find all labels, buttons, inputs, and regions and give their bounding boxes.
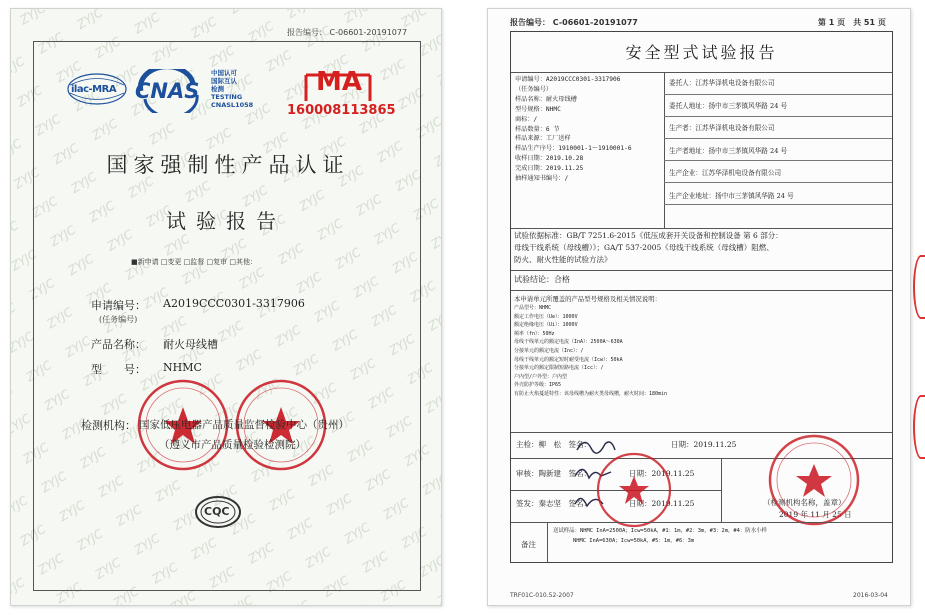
- spec-line: 频率（fn）：50Hz: [514, 330, 555, 337]
- info-line: 申请编号：A2019CCC0301-3317906: [515, 76, 621, 83]
- cma-text: MA: [316, 67, 362, 97]
- chief-inspector: 主检：柳 松 签名：: [516, 440, 591, 449]
- info-line: 样品来源：工厂送样: [515, 135, 571, 143]
- divider: [511, 72, 892, 73]
- page-subtitle: 试验报告: [166, 209, 286, 233]
- divider: [511, 290, 892, 291]
- spec-line: 外壳防护等级：IP65: [514, 382, 562, 389]
- basis-line: 母线干线系统（母线槽）》；GA/T 537-2005《母线干线系统（母线槽）阻燃、: [514, 243, 774, 252]
- divider: [664, 204, 892, 205]
- cma-number: 160008113865: [287, 103, 396, 118]
- page-title: 国家强制性产品认证: [106, 153, 350, 177]
- spec-line: 母线干线单元的额定短时耐受电流（Icw）：50kA: [514, 356, 623, 363]
- cnas-side-line: CNASL1058: [211, 101, 254, 109]
- reviewer-date: 日期：2019.11.25: [629, 469, 695, 478]
- approver-date: 日期：2019.11.25: [629, 499, 695, 508]
- divider: [664, 160, 892, 161]
- cnas-side-text: [211, 69, 253, 109]
- spec-line: 有防止火焰蔓延特性：该母线槽为耐火类母线槽，耐火时间：180min: [514, 390, 668, 397]
- application-no-label: 申请编号：: [91, 299, 146, 312]
- divider: [664, 182, 892, 183]
- cnas-side-line: TESTING: [211, 93, 243, 101]
- cqc-text: CQC: [204, 505, 230, 518]
- certificate-cover-page: [10, 8, 442, 606]
- lab-label: 检测机构：: [81, 419, 136, 432]
- form-code: TRF01C-010.52-2007: [510, 592, 574, 599]
- remark-line: 送试样品：NHMC InA=2500A；Icw=50kA，#1：1m，#2：3m，#3：2m，#4：防水小样: [553, 528, 767, 534]
- info-line: 样品数量：6 节: [515, 125, 560, 133]
- spec-line: 额定工作电压（Ue）：1000V: [514, 313, 578, 320]
- basis-line: 试验依据标准：GB/T 7251.6-2015《低压成套开关设备和控制设备 第 6 部分：: [514, 231, 783, 240]
- task-no-label: (任务编号): [99, 315, 138, 324]
- approver: 签发：秦志坚 签名：: [516, 499, 591, 508]
- info-line: （任务编号）: [515, 85, 553, 93]
- test-conclusion: 试验结论：合格: [514, 275, 570, 284]
- info-line: 样品名称：耐火母线槽: [515, 95, 577, 103]
- remarks: [553, 526, 767, 546]
- cnas-side-line: 中国认可: [211, 69, 237, 77]
- remarks-label: 备注: [521, 540, 536, 549]
- client-line: 生产企业地址：扬中市三茅镇风华路 24 号: [669, 191, 794, 200]
- info-line: 抽样通知书编号：/: [515, 175, 569, 183]
- sample-info: [515, 75, 632, 184]
- product-name-label: 产品名称：: [91, 338, 146, 351]
- divider: [664, 94, 892, 95]
- ilac-mra-text: ilac-MRA: [71, 84, 117, 95]
- product-spec: [514, 294, 667, 399]
- spec-line: 产品型号：NHMC: [514, 305, 552, 311]
- info-line: 型号规格：NHMC: [515, 105, 561, 113]
- spec-line: 分接单元的额定电流（Inc）：/: [514, 347, 584, 354]
- spec-line: 母线干线单元的额定电流（InA）：2500A～630A: [514, 339, 623, 346]
- cnas-side-line: 国际互认: [211, 77, 237, 85]
- info-line: 样品生产序号：1910001-1～1910001-6: [515, 145, 632, 153]
- divider: [547, 522, 548, 562]
- spec-line: 额定绝缘电压（Ui）：1000V: [514, 322, 578, 329]
- lab-name: 国家低压电器产品质量监督检验中心（贵州）: [139, 419, 349, 431]
- partial-seal-edge: [913, 255, 925, 319]
- application-type-checkboxes: ■新申请 □变更 □监督 □复审 □其他：: [131, 258, 257, 266]
- inspection-seal: [589, 450, 679, 530]
- seal-caption: （检测机构名称，盖章）: [763, 498, 846, 507]
- product-name-value: 耐火母线槽: [163, 338, 218, 351]
- model-value: NHMC: [163, 361, 202, 374]
- client-line: 委托人地址：扬中市三茅镇风华路 24 号: [669, 101, 788, 110]
- info-line: 商标：/: [515, 115, 538, 123]
- model-label: 型 号：: [91, 363, 146, 376]
- info-line: 完成日期：2019.11.25: [515, 165, 584, 173]
- cnas-text: CNAS: [135, 79, 200, 103]
- client-line: 委托人：江苏华泽机电设备有限公司: [669, 79, 775, 87]
- seal-date: 2019 年 11 月 25 日: [779, 510, 852, 519]
- divider: [664, 116, 892, 117]
- report-title: 安全型式试验报告: [625, 43, 778, 62]
- report-number: 报告编号： C-06601-20191077: [510, 18, 638, 27]
- test-report-page: [487, 8, 911, 606]
- divider: [664, 138, 892, 139]
- form-date: 2016-03-04: [853, 592, 888, 599]
- application-no-value: A2019CCC0301-3317906: [163, 297, 305, 310]
- client-info: [669, 78, 794, 202]
- cnas-side-line: 检测: [211, 85, 224, 93]
- basis-line: 防火、耐火性能的试验方法》: [514, 255, 612, 264]
- client-line: 生产者：江苏华泽机电设备有限公司: [669, 124, 775, 133]
- partial-seal-edge: [913, 395, 925, 459]
- lab-name-secondary: （遵义市产品质量检验检测院）: [159, 439, 306, 451]
- remark-line: NHMC InA=630A；Icw=50kA，#5：1m，#6：3m: [573, 538, 695, 544]
- divider: [511, 522, 892, 523]
- client-line: 生产者地址：扬中市三茅镇风华路 24 号: [669, 146, 788, 155]
- lab-seal: [759, 432, 869, 527]
- test-basis: [514, 230, 783, 266]
- reviewer: 审核：陶新建 签名：: [516, 469, 591, 478]
- report-number: 报告编号： C-06601-20191077: [287, 28, 408, 37]
- spec-line: 分接单元的额定限制短路电流（Icc）：/: [514, 365, 604, 372]
- divider: [721, 458, 722, 522]
- spec-line: 本申请单元所覆盖的产品型号规格及相关情况说明：: [514, 295, 661, 303]
- report-table: [510, 31, 893, 563]
- client-line: 生产企业：江苏华泽机电设备有限公司: [669, 169, 782, 178]
- info-line: 收样日期：2019.10.28: [515, 155, 584, 163]
- divider: [511, 270, 892, 271]
- spec-line: 户内型/户外型：户内型: [514, 373, 568, 380]
- chief-inspector-date: 日期：2019.11.25: [671, 440, 737, 449]
- divider: [511, 228, 892, 229]
- page-info: 第 1 页 共 51 页: [818, 18, 886, 27]
